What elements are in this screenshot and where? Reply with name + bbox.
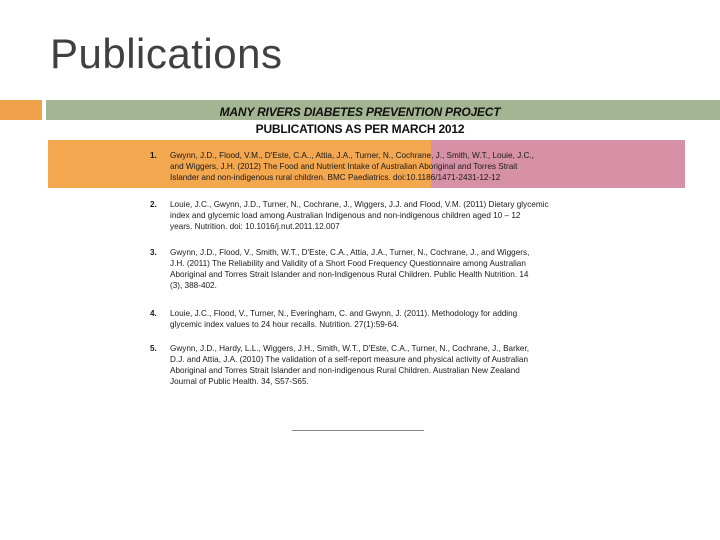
publication-line: Louie, J.C., Gwynn, J.D., Turner, N., Cochrane, J., Wiggers, J.J. and Flood, V.M. (2011) Dietary glycemic	[170, 200, 549, 209]
publication-line: and Wiggers, J.H. (2012) The Food and Nutrient Intake of Australian Aboriginal and Torres Strait	[170, 162, 518, 171]
publication-line: index and glycemic load among Australian Indigenous and non-indigenous children aged 10 – 12	[170, 211, 521, 220]
publication-line: Aboriginal and Torres Strait Islander and non-indigenous Rural Children. Australian New Zealand	[170, 366, 520, 375]
slide-title: Publications	[50, 30, 283, 77]
divider-line	[292, 430, 424, 431]
publication-number: 5.	[150, 344, 157, 353]
accent-bar-orange	[0, 100, 42, 120]
publication-line: Louie, J.C., Flood, V., Turner, N., Everingham, C. and Gwynn, J. (2011). Methodology for adding	[170, 309, 518, 318]
publication-number: 3.	[150, 248, 157, 257]
publication-line: Journal of Public Health. 34, S57-S65.	[170, 377, 309, 386]
publications-subtitle: PUBLICATIONS AS PER MARCH 2012	[255, 122, 465, 136]
publication-line: J.H. (2011) The Reliability and Validity of a Short Food Frequency Questionnaire among Australian	[170, 259, 526, 268]
publication-line: Gwynn, J.D., Flood, V., Smith, W.T., D'Este, C.A., Attia, J.A., Turner, N., Cochrane, J., and Wiggers,	[170, 248, 530, 257]
publication-line: Aboriginal and Torres Strait Islander and non-Indigenous Rural Children. Public Health Nutrition. 14	[170, 270, 529, 279]
publication-line: Islander and non-indigenous rural children. BMC Paediatrics. doi:10.1186/1471-2431-12-12	[170, 173, 501, 182]
publication-line: Gwynn, J.D., Hardy, L.L., Wiggers, J.H., Smith, W.T., D'Este, C.A., Turner, N., Cochrane, J., Barker,	[170, 344, 530, 353]
publication-line: D.J. and Attia, J.A. (2010) The validation of a self-report measure and physical activity of Australian	[170, 355, 529, 364]
publication-number: 4.	[150, 309, 157, 318]
publication-line: years. Nutrition. doi: 10.1016/j.nut.2011.12.007	[170, 222, 340, 231]
publication-line: Gwynn, J.D., Flood, V.M., D'Este, C.A.., Attia, J.A., Turner, N., Cochrane, J., Smith, W.T., Louie, J.C.,	[170, 151, 534, 160]
publication-line: (3), 388-402.	[170, 281, 217, 290]
project-title: MANY RIVERS DIABETES PREVENTION PROJECT	[219, 105, 501, 119]
publication-number: 1.	[150, 151, 157, 160]
publication-number: 2.	[150, 200, 157, 209]
publication-line: glycemic index values to 24 hour recalls. Nutrition. 27(1):59-64.	[170, 320, 399, 329]
